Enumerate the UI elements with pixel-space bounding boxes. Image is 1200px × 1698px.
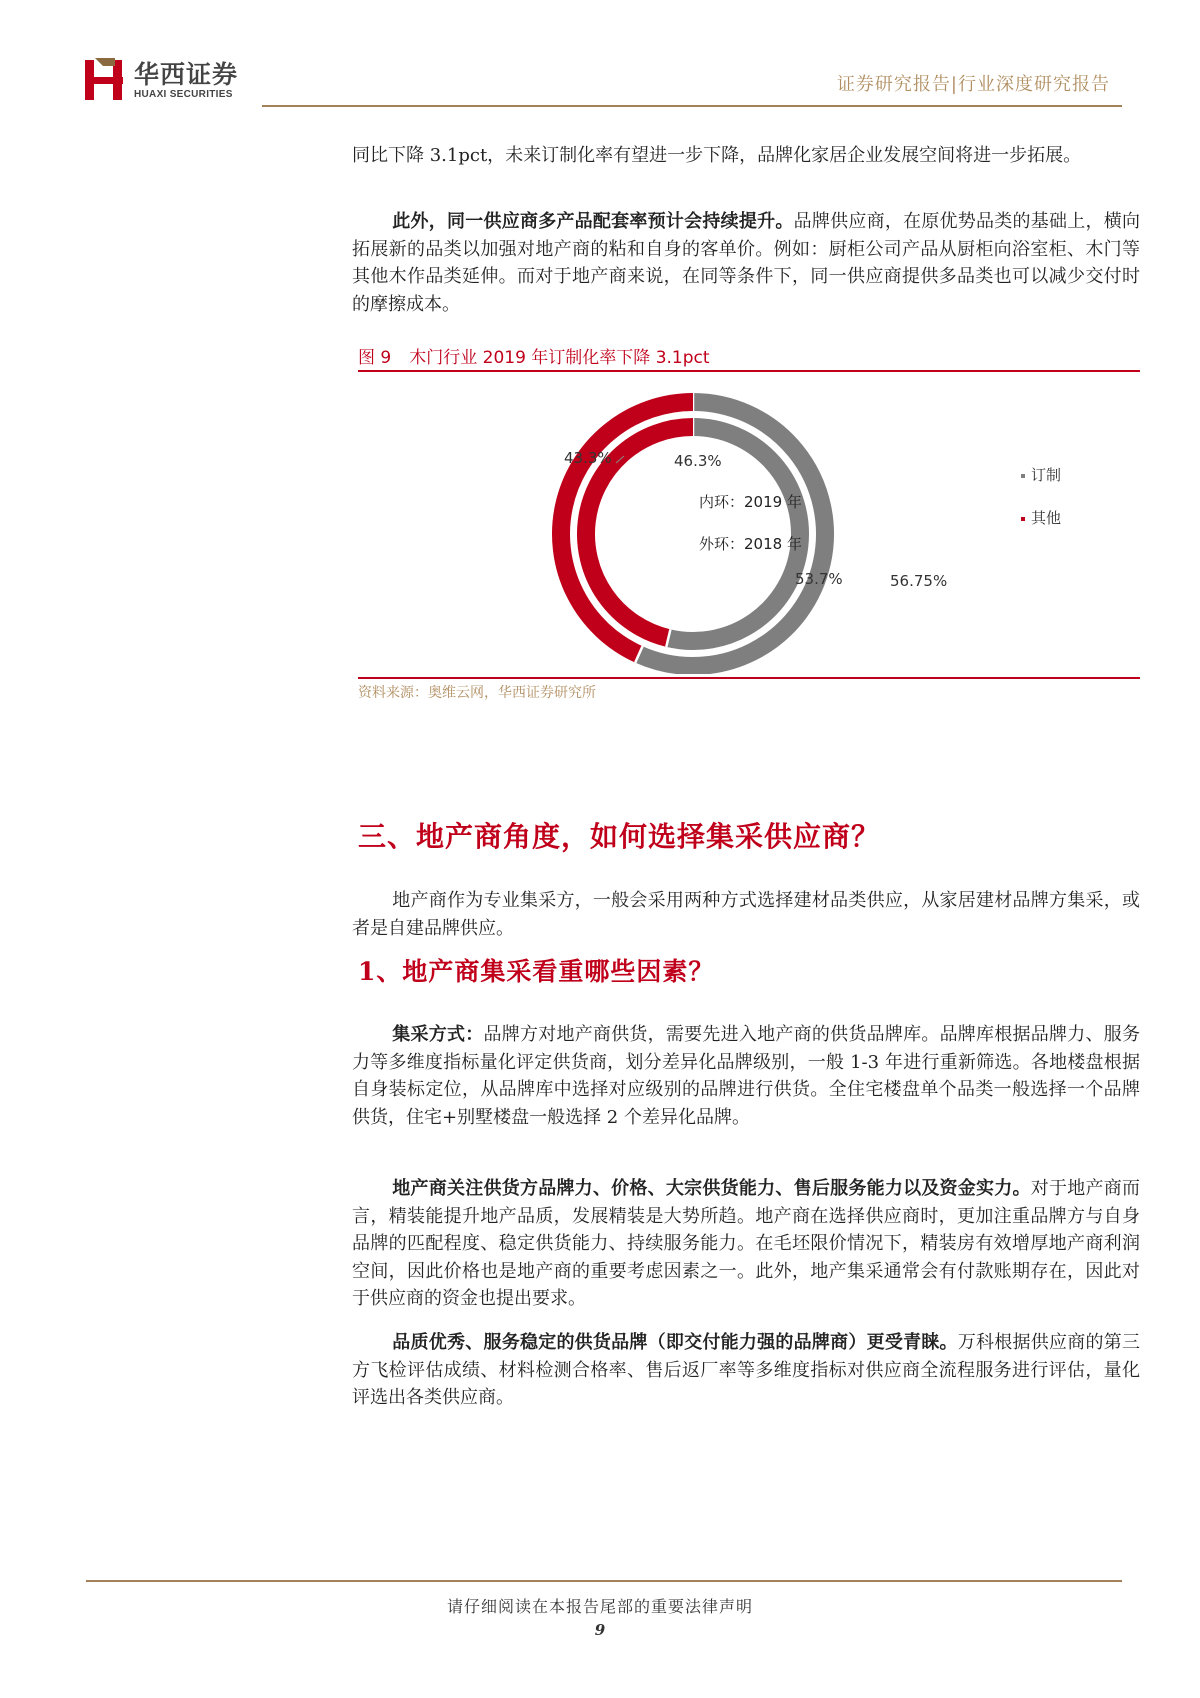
paragraph-procurement-method bbox=[352, 1021, 1140, 1131]
legend-label-custom: 订制 bbox=[1031, 466, 1062, 484]
paragraph-text: 品牌供应商，在原优势品类的基础上，横向拓展新的品类以加强对地产商的粘和自身的客单价。例如：厨柜公司产品从厨柜向浴室柜、木门等其他木作品类延伸。而对于地产商来说，在同等条件下，同一供应商提供多品类也可以减少交付时的摩擦成本。 bbox=[352, 211, 1140, 315]
figure-top-rule bbox=[358, 370, 1140, 372]
figure-number: 图 9 bbox=[358, 348, 392, 368]
paragraph-procurement-intro bbox=[352, 887, 1140, 942]
paragraph-lead-bold: 品质优秀、服务稳定的供货品牌（即交付能力强的品牌商）更受青睐。 bbox=[392, 1332, 958, 1353]
figure-source: 资料来源：奥维云网，华西证券研究所 bbox=[358, 685, 596, 701]
paragraph-continued bbox=[352, 142, 1140, 170]
paragraph-text: 对于地产商而言，精装能提升地产品质，发展精装是大势所趋。地产商在选择供应商时，更加注重品牌方与自身品牌的匹配程度、稳定供货能力、持续服务能力。在毛坯限价情况下，精装房有效增厚地产商利润空间，因此价格也是地产商的重要考虑因素之一。此外，地产集采通常会有付款账期存在，因此对于供应商的资金也提出要求。 bbox=[352, 1178, 1141, 1309]
figure-caption: 木门行业 2019 年订制化率下降 3.1pct bbox=[409, 348, 710, 368]
report-type-label: 证券研究报告|行业深度研究报告 bbox=[836, 74, 1110, 95]
header-divider bbox=[262, 105, 1122, 107]
paragraph-supplier-bundling bbox=[352, 208, 1140, 318]
paragraph-text: 同比下降 3.1pct，未来订制化率有望进一步下降，品牌化家居企业发展空间将进一步拓展。 bbox=[352, 145, 1082, 166]
donut-rings bbox=[561, 393, 825, 666]
legend-swatch-custom bbox=[1021, 474, 1025, 478]
center-label-inner-ring: 内环：2019 年 bbox=[699, 493, 802, 511]
paragraph-lead-bold: 此外，同一供应商多产品配套率预计会持续提升。 bbox=[392, 211, 794, 232]
outer-other-value-label: 43.3% bbox=[564, 449, 612, 467]
figure-bottom-rule bbox=[358, 677, 1140, 679]
outer-custom-value-label: 56.75% bbox=[890, 572, 948, 590]
footer-divider bbox=[86, 1580, 1122, 1582]
inner-other-value-label: 46.3% bbox=[674, 452, 722, 470]
paragraph-quality-brands bbox=[352, 1329, 1140, 1412]
paragraph-text: 品牌方对地产商供货，需要先进入地产商的供货品牌库。品牌库根据品牌力、服务力等多维度指标量化评定供货商，划分差异化品牌级别，一般 1-3 年进行重新筛选。各地楼盘根据自身装标定位，从品牌库中选择对应级别的品牌进行供货。全住宅楼盘单个品类一般选择一个品牌供货，住宅+别墅楼盘一般选择 2 个差异化品牌。 bbox=[352, 1024, 1141, 1128]
paragraph-text: 万科根据供应商的第三方飞检评估成绩、材料检测合格率、售后返厂率等多维度指标对供应商全流程服务进行评估，量化评选出各类供应商。 bbox=[352, 1332, 1141, 1408]
paragraph-lead-bold: 地产商关注供货方品牌力、价格、大宗供货能力、售后服务能力以及资金实力。 bbox=[392, 1178, 1031, 1199]
page-number: 9 bbox=[594, 1621, 606, 1639]
logo-english-name: HUAXI SECURITIES bbox=[134, 89, 233, 100]
subsection-heading: 1、地产商集采看重哪些因素？ bbox=[358, 957, 715, 986]
legal-notice: 请仔细阅读在本报告尾部的重要法律声明 bbox=[446, 1597, 753, 1616]
paragraph-text: 地产商作为专业集采方，一般会采用两种方式选择建材品类供应，从家居建材品牌方集采，或者是自建品牌供应。 bbox=[352, 890, 1140, 939]
paragraph-lead-bold: 集采方式： bbox=[392, 1024, 484, 1045]
center-label-outer-ring: 外环：2018 年 bbox=[699, 535, 802, 553]
donut-chart bbox=[358, 374, 1140, 674]
figure-title bbox=[358, 343, 710, 368]
legend bbox=[1021, 466, 1061, 527]
paragraph-developer-focus bbox=[352, 1175, 1140, 1313]
logo-chinese-name: 华西证券 bbox=[134, 60, 239, 89]
inner-custom-value-label: 53.7% bbox=[795, 570, 843, 588]
legend-swatch-other bbox=[1021, 517, 1025, 521]
huaxi-logo-icon bbox=[85, 58, 123, 100]
section-heading: 三、地产商角度，如何选择集采供应商？ bbox=[358, 820, 881, 853]
legend-label-other: 其他 bbox=[1031, 509, 1062, 527]
